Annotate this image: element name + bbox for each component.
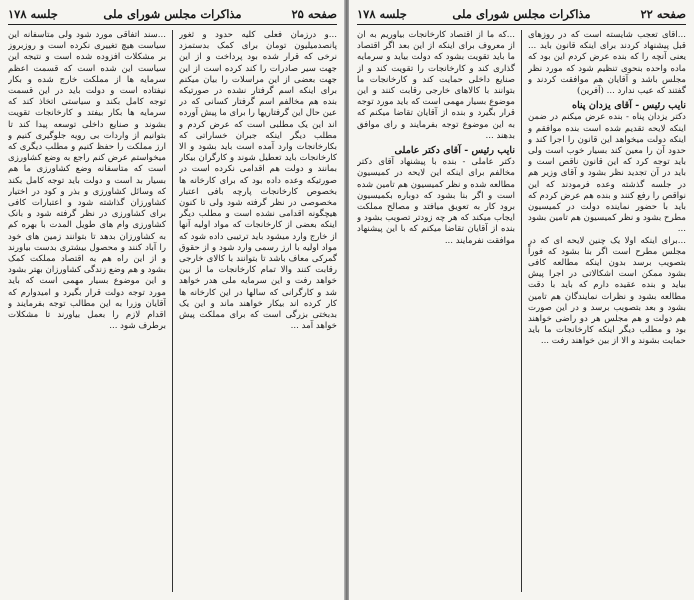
left-page-number: صفحه ۲۵ (291, 7, 337, 21)
right-page-column-right (528, 30, 686, 594)
right-page-column-right-top: ...آقای تعجب شایسته است که در روزهای قبل پیشنهاد کردند برای اینکه قانون باید ... یعنی آنچه را که بنده عرض کردم این بود که ماده واحده بنحوی تنظیم شود که مورد نظر مجلس باشد و آقایان هم موافقت کردند و گفتند که عیب ندارد ... (آفرین) (528, 30, 686, 97)
speaker-heading-1: نایب رئیس - آقای یزدان پناه (572, 100, 686, 112)
left-page-session: جلسه ۱۷۸ (8, 7, 58, 21)
left-page-column-right-text: ...و درزمان فعلی کلیه حدود و ثغور پانصدمیلیون تومان برای کمک بدستمزد نرخی که قرار شده بود پرداخت و از این جهت سیر صادرات را کند کرده است از این جهت بعضی از این مراسلات را بیان میکنم برای اینکه اسم گرفتار نشده در صورتیکه بنده هم مخالفم اسم گرفتار کسانی که در عین حال این گرفتاریها را برای ما پیش آورده اند این یک مطلبی است که عرض کردم و مطلب دیگر اینکه جبران خساراتی که بکارخانجات وارد آمده است باید بشود و الا کارخانجات باید تعطیل شوند و کارگران بیکار بمانند و دولت هم اقدامی نکرده است در صورتیکه وعده داده بود که برای کارخانه ها بخصوص کارخانجات پارچه بافی اعتبار مخصوصی در نظر گرفته شود ولی تا کنون هیچگونه اقدامی نشده است و مطلب دیگر اینکه بعضی از کارخانجات که مواد اولیه آنها از خارج وارد میشود باید ترتیبی داده شود که مواد اولیه با ارز رسمی وارد شود و از حقوق گمرکی معاف باشد تا بتوانند با کالای خارجی رقابت کنند والا تمام کارخانجات ما از بین خواهد رفت و این سرمایه ملی هدر خواهد شد و کارگرانی که سالها در این کارخانه ها کار کرده اند بیکار خواهند ماند و این یک بدبختی بزرگی است که برای مملکت پیش خواهد آمد ... (179, 30, 337, 332)
right-page (349, 0, 694, 600)
left-page (0, 0, 345, 600)
left-page-header (8, 6, 337, 25)
left-page-column-right (179, 30, 337, 594)
right-page-header (357, 6, 686, 25)
left-page-column-rule (172, 30, 173, 592)
right-page-column-left-bottom: دکتر عاملی - بنده با پیشنهاد آقای دکتر مخالفم برای اینکه این لایحه در کمیسیون مطالعه شده و نظر کمیسیون هم تامین شده است و اگر بنا بشود که دوباره بکمیسیون برود کار به تعویق میافتد و مصالح مملکت ایجاب میکند که هر چه زودتر تصویب بشود و بنده از آقایان تقاضا میکنم که با این پیشنهاد موافقت نفرمایند ... (357, 157, 515, 246)
right-page-column-left (357, 30, 515, 594)
right-page-column-right-bottom: ...برای اینکه اولا یک چنین لایحه ای که در مجلس مطرح است اگر بنا بشود که فوراً بتصویب برسد بدون اینکه مطالعه کافی بشود ممکن است اشکالاتی در اجرا پیش بیاید و بنده عقیده دارم که باید با دقت مطالعه بشود و نظرات نمایندگان هم تامین بشود و بعد بتصویب برسد و در این صورت هم دولت و هم مجلس هر دو راضی خواهند بود و مطلب دیگر اینکه کارخانجات ما باید حمایت بشوند و الا از بین خواهند رفت ... (528, 235, 686, 347)
speaker-heading-2: نایب رئیس - آقای دکتر عاملی (394, 145, 515, 157)
right-page-column-rule (521, 30, 522, 592)
right-page-session: جلسه ۱۷۸ (357, 7, 407, 21)
right-page-number: صفحه ۲۲ (640, 7, 686, 21)
right-page-title: مذاکرات مجلس شورای ملی (452, 7, 591, 21)
left-page-column-left (8, 30, 166, 594)
left-page-title: مذاکرات مجلس شورای ملی (103, 7, 242, 21)
right-page-column-left-top: ...که ما از اقتصاد کارخانجات بیاوریم به آن از معروف برای اینکه از این بعد اگر اقتصاد ما باید تقویت بشود که دولت بیاید و سرمایه گذاری کند و کارخانجات را تقویت کند و از صنایع داخلی حمایت کند و کارخانجات ما بتوانند با کالاهای خارجی رقابت کنند و این موضوع بسیار مهمی است که باید مورد توجه قرار بگیرد و بنده از آقایان تقاضا میکنم که به این موضوع توجه بفرمایند و رای موافق بدهند ... (357, 30, 515, 141)
right-page-column-right-mid: دکتر یزدان پناه - بنده عرض میکنم در ضمن اینکه لایحه تقدیم شده است بنده موافقم و اینکه دولت میخواهد این قانون را اجرا کند و حدود آن را معین کند بسیار خوب است ولی باید توجه کرد که این قانون ناقص است و باید در آن تجدید نظر بشود و آقای وزیر هم در جلسه گذشته وعده فرمودند که این نواقص را رفع کنند و بنده هم عرض کردم که باید با حضور نماینده دولت در کمیسیون مطرح بشود و نظر کمیسیون هم تامین بشود ... (528, 112, 686, 235)
left-page-column-left-text: ...سند اتفاقی مورد شود ولی متاسفانه این سیاست هیچ تغییری نکرده است و روزبروز بر مشکلات افزوده شده است و نتیجه این سیاست این شده است که قسمت اعظم سرمایه ها از مملکت خارج شده و بکار نیفتاده است و دولت باید در این قسمت توجه کامل بکند و سیاستی اتخاذ کند که سرمایه ها بکار بیفتد و کارخانجات تقویت بشوند و صنایع داخلی توسعه پیدا کند تا بتوانیم از واردات بی رویه جلوگیری کنیم و ارز مملکت را حفظ کنیم و مطلب دیگری که میخواستم عرض کنم راجع به وضع کشاورزی است که متاسفانه وضع کشاورزی ما هم بسیار بد است و دولت باید توجه کامل بکند که وسائل کشاورزی و بذر و کود در اختیار کشاورزان گذاشته شود و اعتبارات کافی برای کشاورزی در نظر گرفته شود و بانک کشاورزی وام های طویل المدت با بهره کم به کشاورزان بدهد تا بتوانند زمین های خود را آباد کنند و محصول بیشتری بدست بیاورند و از این راه هم به اقتصاد مملکت کمک بشود و هم وضع زندگی کشاورزان بهتر بشود و این موضوع بسیار مهمی است که باید مورد توجه دولت قرار بگیرد و امیدوارم که آقایان وزرا به این مطالب توجه بفرمایند و اقدام لازم را بعمل بیاورند تا مشکلات برطرف شود ... (8, 30, 166, 332)
